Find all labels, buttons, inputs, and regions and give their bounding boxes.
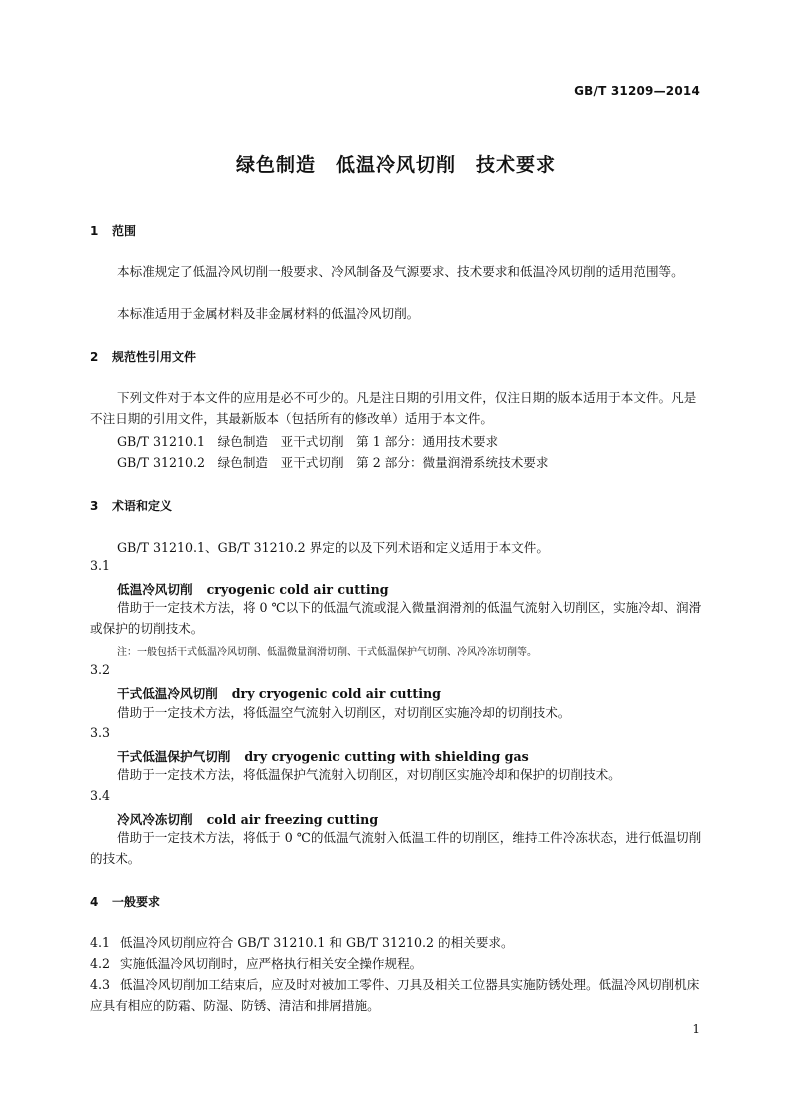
section-number: 1	[90, 224, 99, 238]
term-definition: 借助于一定技术方法，将低于 0 ℃的低温气流射入低温工件的切削区，维持工件冷冻状态，进行低温切削的技术。	[90, 830, 702, 866]
document-title: 绿色制造 低温冷风切削 技术要求	[235, 154, 556, 176]
section-number: 4	[90, 895, 99, 909]
terms-intro: GB/T 31210.1、GB/T 31210.2 界定的以及下列术语和定义适用于本文件。	[117, 540, 549, 555]
term-title	[117, 683, 441, 702]
section-title: 规范性引用文件	[112, 350, 197, 364]
term-en: dry cryogenic cutting with shielding gas	[244, 749, 529, 764]
clause-text: 实施低温冷风切削时，应严格执行相关安全操作规程。	[120, 956, 423, 971]
clause-text: 低温冷风切削加工结束后，应及时对被加工零件、刀具及相关工位器具实施防锈处理。低温冷风切削机床应具有相应的防霜、防湿、防锈、清洁和排屑措施。	[90, 977, 700, 1013]
term-definition: 借助于一定技术方法，将 0 ℃以下的低温气流或混入微量润滑剂的低温气流射入切削区，实施冷却、润滑或保护的切削技术。	[90, 600, 702, 636]
term-note: 注：一般包括干式低温冷风切削、低温微量润滑切削、干式低温保护气切削、冷风冷冻切削等。	[117, 647, 537, 658]
term-definition: 借助于一定技术方法，将低温保护气流射入切削区，对切削区实施冷却和保护的切削技术。	[117, 767, 621, 782]
clause-text: 低温冷风切削应符合 GB/T 31210.1 和 GB/T 31210.2 的相关要求。	[120, 935, 514, 950]
section-4-heading	[90, 893, 160, 910]
reference-1: GB/T 31210.1 绿色制造 亚干式切削 第 1 部分：通用技术要求	[117, 434, 499, 449]
clause-4-3	[90, 974, 702, 1016]
term-en: cryogenic cold air cutting	[206, 582, 389, 597]
page-number: 1	[692, 1022, 700, 1036]
section-2-heading	[90, 348, 196, 365]
section-title: 一般要求	[112, 895, 161, 909]
term-number: 3.3	[90, 725, 111, 740]
term-definition: 借助于一定技术方法，将低温空气流射入切削区，对切削区实施冷却的切削技术。	[117, 705, 571, 720]
normative-paragraph: 下列文件对于本文件的应用是必不可少的。凡是注日期的引用文件，仅注日期的版本适用于本文件。凡是不注日期的引用文件，其最新版本（包括所有的修改单）适用于本文件。	[90, 390, 697, 426]
term-cn: 低温冷风切削	[117, 582, 193, 597]
term-en: cold air freezing cutting	[206, 812, 379, 827]
section-number: 3	[90, 499, 99, 513]
term-en: dry cryogenic cold air cutting	[231, 686, 441, 701]
section-title: 术语和定义	[112, 499, 173, 513]
term-title	[117, 809, 378, 828]
term-number: 3.4	[90, 788, 111, 803]
term-cn: 冷风冷冻切削	[117, 812, 193, 827]
section-3-heading	[90, 497, 172, 514]
reference-2: GB/T 31210.2 绿色制造 亚干式切削 第 2 部分：微量润滑系统技术要求	[117, 455, 549, 470]
term-title	[117, 746, 529, 765]
document-code: GB/T 31209—2014	[574, 84, 700, 98]
scope-paragraph-2: 本标准适用于金属材料及非金属材料的低温冷风切削。	[117, 306, 420, 321]
term-number: 3.1	[90, 558, 111, 573]
clause-number: 4.1	[90, 935, 111, 950]
scope-paragraph-1: 本标准规定了低温冷风切削一般要求、冷风制备及气源要求、技术要求和低温冷风切削的适用范围等。	[117, 264, 684, 279]
term-cn: 干式低温冷风切削	[117, 686, 218, 701]
section-1-heading	[90, 222, 136, 239]
section-title: 范围	[112, 224, 137, 238]
section-number: 2	[90, 350, 99, 364]
clause-number: 4.2	[90, 956, 111, 971]
clause-4-1	[90, 932, 702, 953]
clause-4-2	[90, 953, 702, 974]
term-cn: 干式低温保护气切削	[117, 749, 231, 764]
term-title	[117, 579, 389, 598]
clause-number: 4.3	[90, 977, 111, 992]
term-number: 3.2	[90, 662, 111, 677]
